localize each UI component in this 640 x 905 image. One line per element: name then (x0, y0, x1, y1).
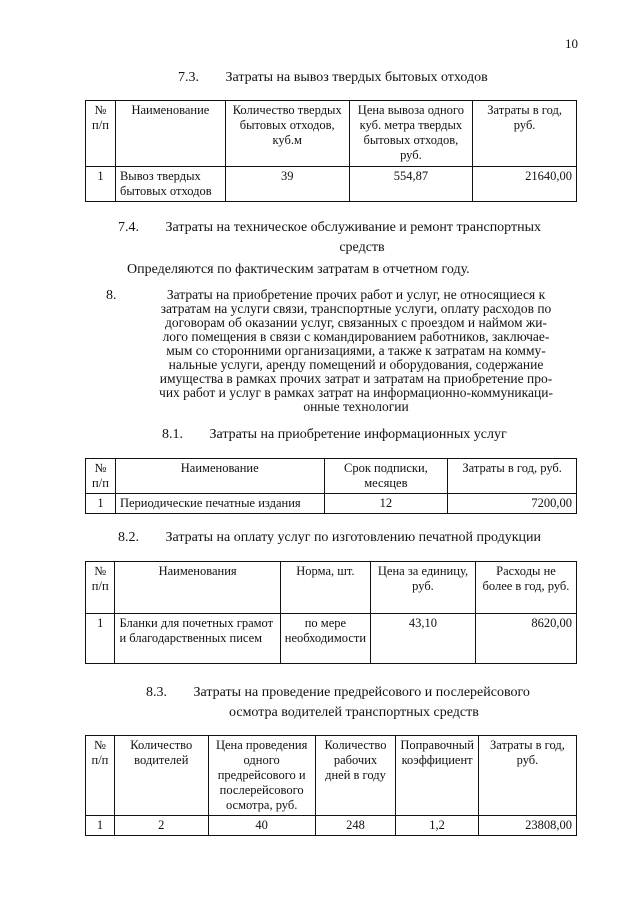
cell-index: 1 (86, 494, 116, 514)
section-title-line-1: Затраты на техническое обслуживание и ремонт транспортных (165, 220, 542, 235)
header-cell: Наименование (115, 101, 225, 167)
header-cell: Срок подписки, месяцев (324, 459, 448, 494)
header-cell: № п/п (86, 736, 115, 816)
section-title: Затраты на приобретение информационных услуг (209, 427, 507, 442)
cell-drivers: 2 (114, 816, 208, 836)
section-7-4-heading (118, 220, 541, 236)
cell-price: 43,10 (371, 614, 476, 664)
section-8-1-heading (162, 427, 507, 443)
header-cell: № п/п (86, 101, 116, 167)
paragraph-line: онные технологии (303, 399, 409, 414)
header-cell: Затраты в год, руб. (473, 101, 577, 167)
section-7-4-title-line-2: средств (339, 240, 385, 255)
table-7-3 (85, 100, 577, 202)
header-cell: № п/п (86, 562, 115, 614)
cell-index: 1 (86, 816, 115, 836)
header-cell: № п/п (86, 459, 116, 494)
table-row (86, 167, 577, 202)
section-number: 7.3. (178, 70, 199, 85)
cell-norm: по мере необходимости (280, 614, 370, 664)
cell-total: 21640,00 (473, 167, 577, 202)
section-8-3-heading (146, 685, 530, 701)
paragraph-line: затратам на услуги связи, транспортные услуги, оплату расходов по (160, 301, 552, 316)
table-8-3 (85, 735, 577, 836)
paragraph-line: чих работ и услуг в рамках затрат на информационно-коммуникаци- (159, 385, 553, 400)
cell-index: 1 (86, 167, 116, 202)
section-8-paragraph (126, 288, 586, 414)
table-header-row (86, 562, 577, 614)
table-header-row (86, 101, 577, 167)
section-8-2-heading (118, 530, 541, 546)
header-cell: Норма, шт. (280, 562, 370, 614)
section-number: 8.2. (118, 530, 139, 545)
cell-total: 8620,00 (475, 614, 576, 664)
section-7-3-heading (178, 70, 488, 86)
section-number: 7.4. (118, 220, 139, 235)
cell-coefficient: 1,2 (396, 816, 479, 836)
cell-index: 1 (86, 614, 115, 664)
header-cell: Поправочный коэффициент (396, 736, 479, 816)
table-8-1 (85, 458, 577, 514)
table-8-2 (85, 561, 577, 664)
header-cell: Затраты в год, руб. (448, 459, 577, 494)
header-cell: Затраты в год, руб. (478, 736, 576, 816)
section-number: 8.3. (146, 685, 167, 700)
header-cell: Цена вывоза одного куб. метра твердых бытовых отходов, руб. (349, 101, 473, 167)
cell-price: 554,87 (349, 167, 473, 202)
header-cell: Наименования (115, 562, 280, 614)
section-title: Затраты на вывоз твердых бытовых отходов (225, 70, 488, 85)
cell-term: 12 (324, 494, 448, 514)
table-row (86, 614, 577, 664)
paragraph-line: лого помещения в связи с командированием работников, заключае- (162, 329, 550, 344)
section-8-3-title-line-2: осмотра водителей транспортных средств (229, 705, 479, 720)
paragraph-line: имущества в рамках прочих затрат и затратам на приобретение про- (159, 371, 553, 386)
header-cell: Количество водителей (114, 736, 208, 816)
cell-price: 40 (208, 816, 315, 836)
cell-name: Вывоз твердых бытовых отходов (115, 167, 225, 202)
paragraph-line: мым со сторонними организациями, а также к затратам на комму- (166, 343, 546, 358)
section-title: Затраты на оплату услуг по изготовлению печатной продукции (165, 530, 542, 545)
cell-name: Периодические печатные издания (115, 494, 324, 514)
header-cell: Количество твердых бытовых отходов, куб.м (225, 101, 349, 167)
header-cell: Наименование (115, 459, 324, 494)
header-cell: Расходы не более в год, руб. (475, 562, 576, 614)
cell-days: 248 (315, 816, 396, 836)
paragraph-line: нальные услуги, аренду помещений и оборудования, содержание (168, 357, 544, 372)
header-cell: Цена за единицу, руб. (371, 562, 476, 614)
cell-total: 23808,00 (478, 816, 576, 836)
paragraph-line: договорам об оказании услуг, связанных с проездом и наймом жи- (165, 315, 547, 330)
section-title-line-1: Затраты на проведение предрейсового и послерейсового (193, 685, 530, 700)
table-row (86, 494, 577, 514)
cell-total: 7200,00 (448, 494, 577, 514)
section-number: 8.1. (162, 427, 183, 442)
cell-name: Бланки для почетных грамот и благодарственных писем (115, 614, 280, 664)
header-cell: Количество рабочих дней в году (315, 736, 396, 816)
paragraph-line: Затраты на приобретение прочих работ и услуг, не относящиеся к (166, 287, 546, 302)
section-7-4-note: Определяются по фактическим затратам в отчетном году. (127, 262, 470, 277)
page-number: 10 (565, 36, 578, 51)
header-cell: Цена проведения одного предрейсового и послерейсового осмотра, руб. (208, 736, 315, 816)
cell-quantity: 39 (225, 167, 349, 202)
section-8-number: 8. (106, 288, 117, 303)
table-row (86, 816, 577, 836)
table-header-row (86, 736, 577, 816)
table-header-row (86, 459, 577, 494)
